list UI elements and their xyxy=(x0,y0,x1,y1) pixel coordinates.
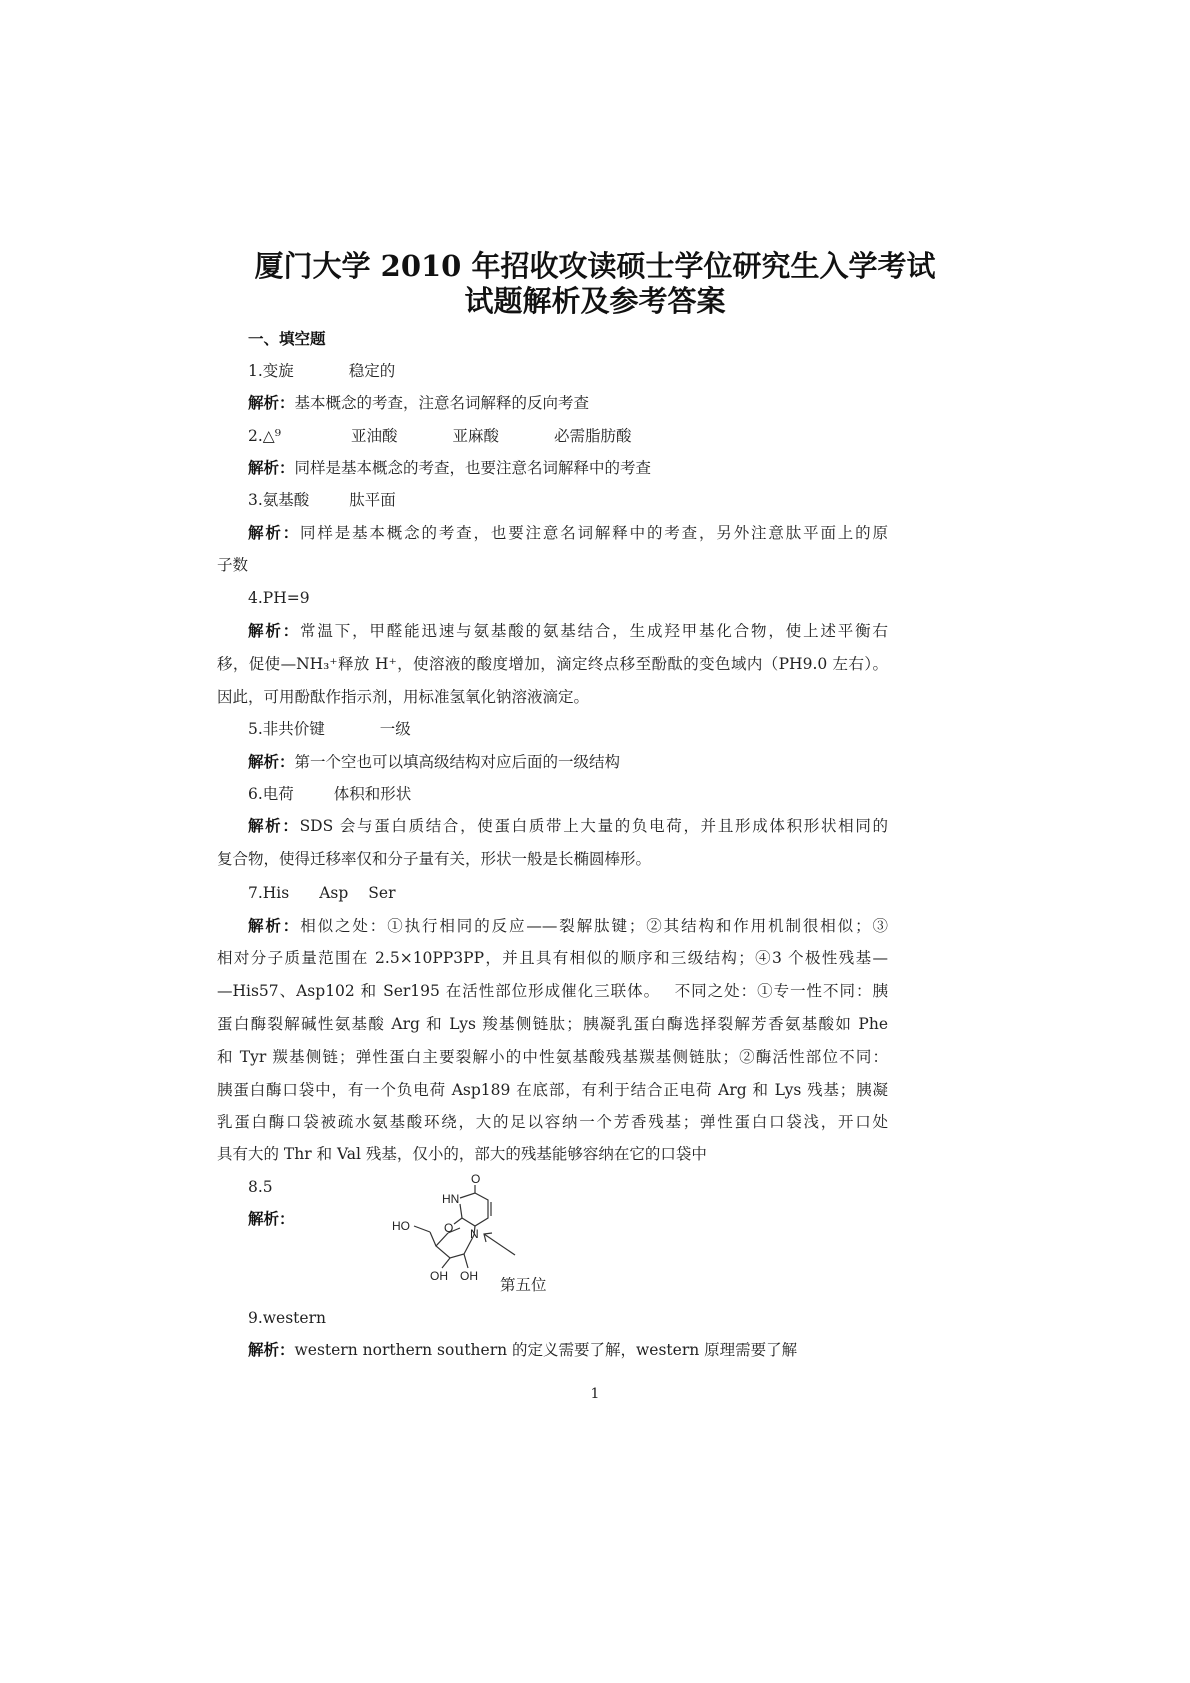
answer-5: 5.非共价键 一级 xyxy=(248,720,411,738)
answer-1: 1.变旋 稳定的 xyxy=(248,362,396,380)
analysis-5: 解析：第一个空也可以填高级结构对应后面的一级结构 xyxy=(248,752,621,771)
analysis-7-cont: —His57、Asp102 和 Ser195 在活性部位形成催化三联体。 不同之处：①专一性不同：胰 xyxy=(217,982,888,1000)
analysis-8-label: 解析： xyxy=(248,1209,295,1228)
answer-7: 7.His Asp Ser xyxy=(248,884,396,902)
answer-6: 6.电荷 体积和形状 xyxy=(248,785,412,803)
analysis-7-cont: 胰蛋白酶口袋中，有一个负电荷 Asp189 在底部，有利于结合正电荷 Arg 和 Lys 残基；胰凝 xyxy=(217,1081,888,1099)
answer-4: 4.PH=9 xyxy=(248,589,310,607)
analysis-6: 解析：SDS 会与蛋白质结合，使蛋白质带上大量的负电荷，并且形成体积形状相同的 xyxy=(248,816,888,835)
answer-8: 8.5 xyxy=(248,1178,273,1196)
analysis-3: 解析：同样是基本概念的考查，也要注意名词解释中的考查，另外注意肽平面上的原 xyxy=(248,523,888,542)
analysis-6-cont: 复合物，使得迁移率仅和分子量有关，形状一般是长椭圆棒形。 xyxy=(217,850,652,868)
page-number: 1 xyxy=(590,1386,600,1402)
analysis-2: 解析：同样是基本概念的考查，也要注意名词解释中的考查 xyxy=(248,458,652,477)
atom-label: N xyxy=(470,1227,479,1241)
atom-label: OH xyxy=(430,1269,448,1283)
analysis-3-cont: 子数 xyxy=(217,556,249,574)
atom-label: HO xyxy=(392,1219,410,1233)
analysis-7-cont: 相对分子质量范围在 2.5×10PP3PP，并且具有相似的顺序和三级结构；④3 个极性残基— xyxy=(217,949,888,967)
analysis-7-cont: 乳蛋白酶口袋被疏水氨基酸环绕，大的足以容纳一个芳香残基；弹性蛋白口袋浅，开口处 xyxy=(217,1113,888,1131)
analysis-1: 解析：基本概念的考查，注意名词解释的反向考查 xyxy=(248,393,590,412)
analysis-9: 解析：western northern southern 的定义需要了解，western 原理需要了解 xyxy=(248,1340,798,1359)
section-heading: 一、填空题 xyxy=(248,329,326,348)
analysis-7-cont: 蛋白酶裂解碱性氨基酸 Arg 和 Lys 羧基侧链肽；胰凝乳蛋白酶选择裂解芳香氨基酸如 Phe xyxy=(217,1015,888,1033)
analysis-7: 解析：相似之处：①执行相同的反应——裂解肽键；②其结构和作用机制很相似；③ xyxy=(248,916,888,935)
answer-3: 3.氨基酸 肽平面 xyxy=(248,491,396,509)
analysis-7-cont: 和 Tyr 羰基侧链；弹性蛋白主要裂解小的中性氨基酸残基羰基侧链肽；②酶活性部位不同： xyxy=(217,1048,888,1066)
figure-caption: 第五位 xyxy=(500,1276,547,1294)
analysis-7-cont: 具有大的 Thr 和 Val 残基，仅小的，部大的残基能够容纳在它的口袋中 xyxy=(217,1145,707,1163)
analysis-4-cont: 因此，可用酚酞作指示剂，用标准氢氧化钠溶液滴定。 xyxy=(217,688,590,706)
analysis-4: 解析：常温下，甲醛能迅速与氨基酸的氨基结合，生成羟甲基化合物，使上述平衡右 xyxy=(248,621,888,640)
atom-label: HN xyxy=(442,1192,460,1206)
document-title-line-2: 试题解析及参考答案 xyxy=(464,284,726,318)
atom-label: O xyxy=(471,1172,481,1186)
atom-label: OH xyxy=(460,1269,478,1283)
analysis-4-cont: 移，促使—NH₃⁺释放 H⁺，使溶液的酸度增加，滴定终点移至酚酞的变色域内（PH9.0 左右）。 xyxy=(217,655,888,673)
answer-2: 2.△⁹ 亚油酸 亚麻酸 必需脂肪酸 xyxy=(248,427,632,445)
atom-label: O xyxy=(444,1221,454,1235)
answer-9: 9.western xyxy=(248,1309,326,1327)
document-title-line-1: 厦门大学 2010 年招收攻读硕士学位研究生入学考试 xyxy=(254,249,936,283)
